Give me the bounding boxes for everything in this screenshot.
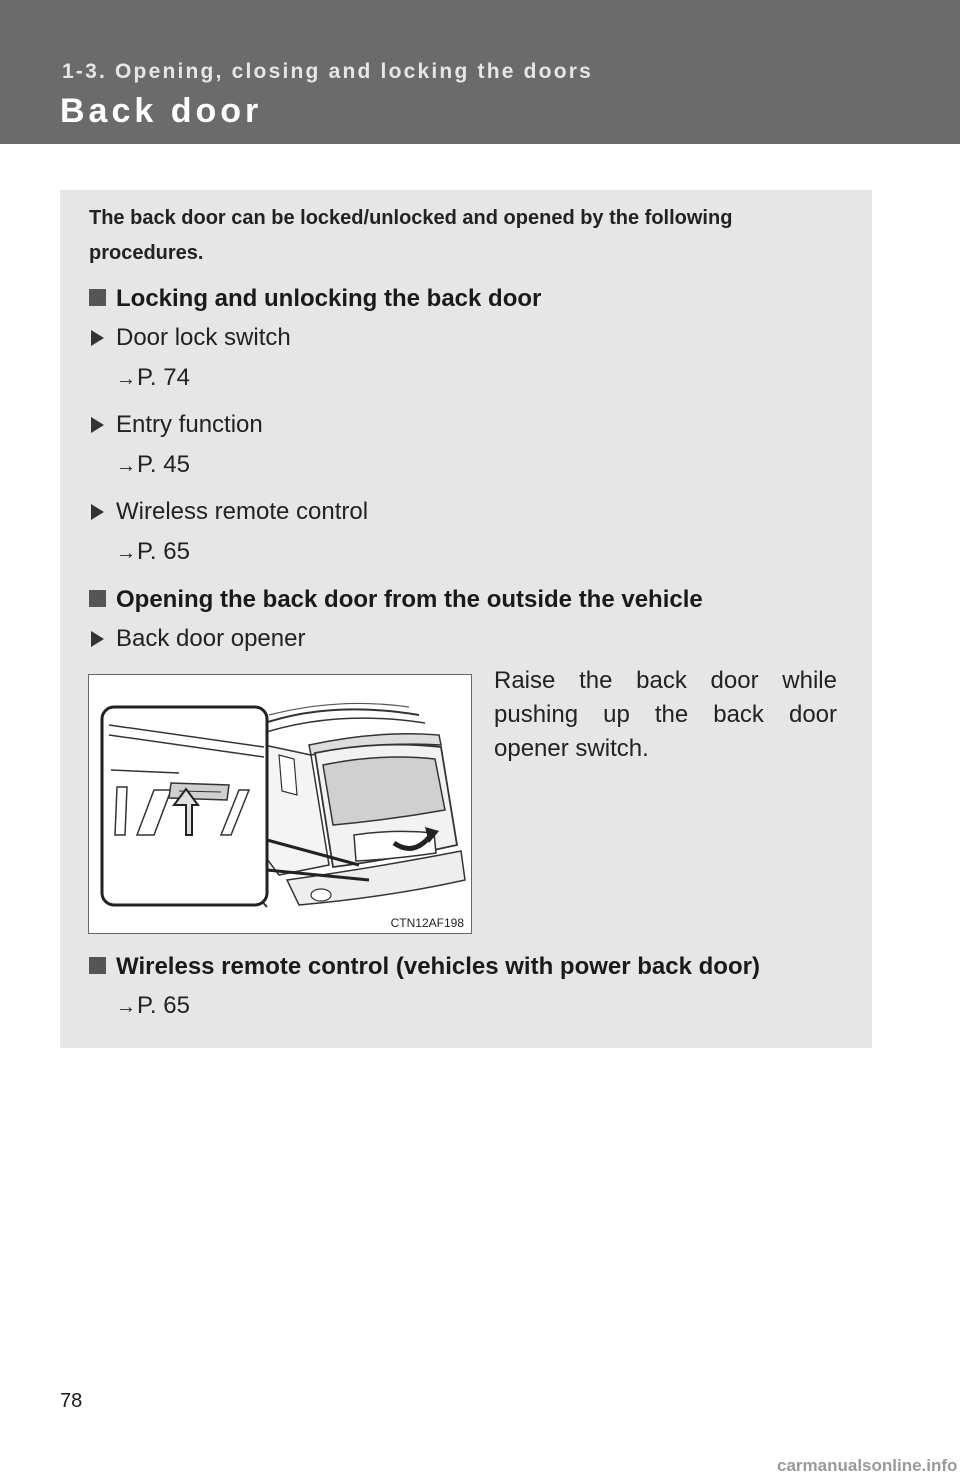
page-reference-link[interactable]: →P. 65 <box>116 992 190 1019</box>
page-reference-link[interactable]: →P. 45 <box>116 451 190 478</box>
page-header <box>0 0 960 144</box>
section-heading-wireless: Wireless remote control (vehicles with power back door) <box>89 953 760 981</box>
arrow-right-icon: → <box>116 455 136 477</box>
square-bullet-icon <box>89 957 106 974</box>
list-item: Door lock switch <box>91 324 291 352</box>
list-item: Wireless remote control <box>91 498 368 526</box>
triangle-bullet-icon <box>91 631 104 647</box>
list-item: Back door opener <box>91 625 305 653</box>
square-bullet-icon <box>89 590 106 607</box>
section-heading-opening: Opening the back door from the outside the vehicle <box>89 586 703 614</box>
intro-text: The back door can be locked/unlocked and opened by the following procedures. <box>89 207 733 264</box>
vehicle-rear-illustration <box>89 675 473 935</box>
figure-code: CTN12AF198 <box>390 916 464 930</box>
square-bullet-icon <box>89 289 106 306</box>
page-reference-link[interactable]: →P. 74 <box>116 364 190 391</box>
page-title: Back door <box>60 92 263 130</box>
page-number: 78 <box>60 1390 83 1412</box>
arrow-right-icon: → <box>116 996 136 1018</box>
section-heading-locking: Locking and unlocking the back door <box>89 285 541 313</box>
page-reference-link[interactable]: →P. 65 <box>116 538 190 565</box>
arrow-right-icon: → <box>116 542 136 564</box>
triangle-bullet-icon <box>91 417 104 433</box>
triangle-bullet-icon <box>91 504 104 520</box>
arrow-right-icon: → <box>116 368 136 390</box>
triangle-bullet-icon <box>91 330 104 346</box>
opener-description: Raise the back door while pushing up the back door opener switch. <box>494 667 837 762</box>
watermark: carmanualsonline.info <box>777 1456 958 1475</box>
list-item: Entry function <box>91 411 263 439</box>
back-door-opener-illustration <box>88 674 472 934</box>
section-label: 1-3. Opening, closing and locking the doors <box>62 60 593 83</box>
